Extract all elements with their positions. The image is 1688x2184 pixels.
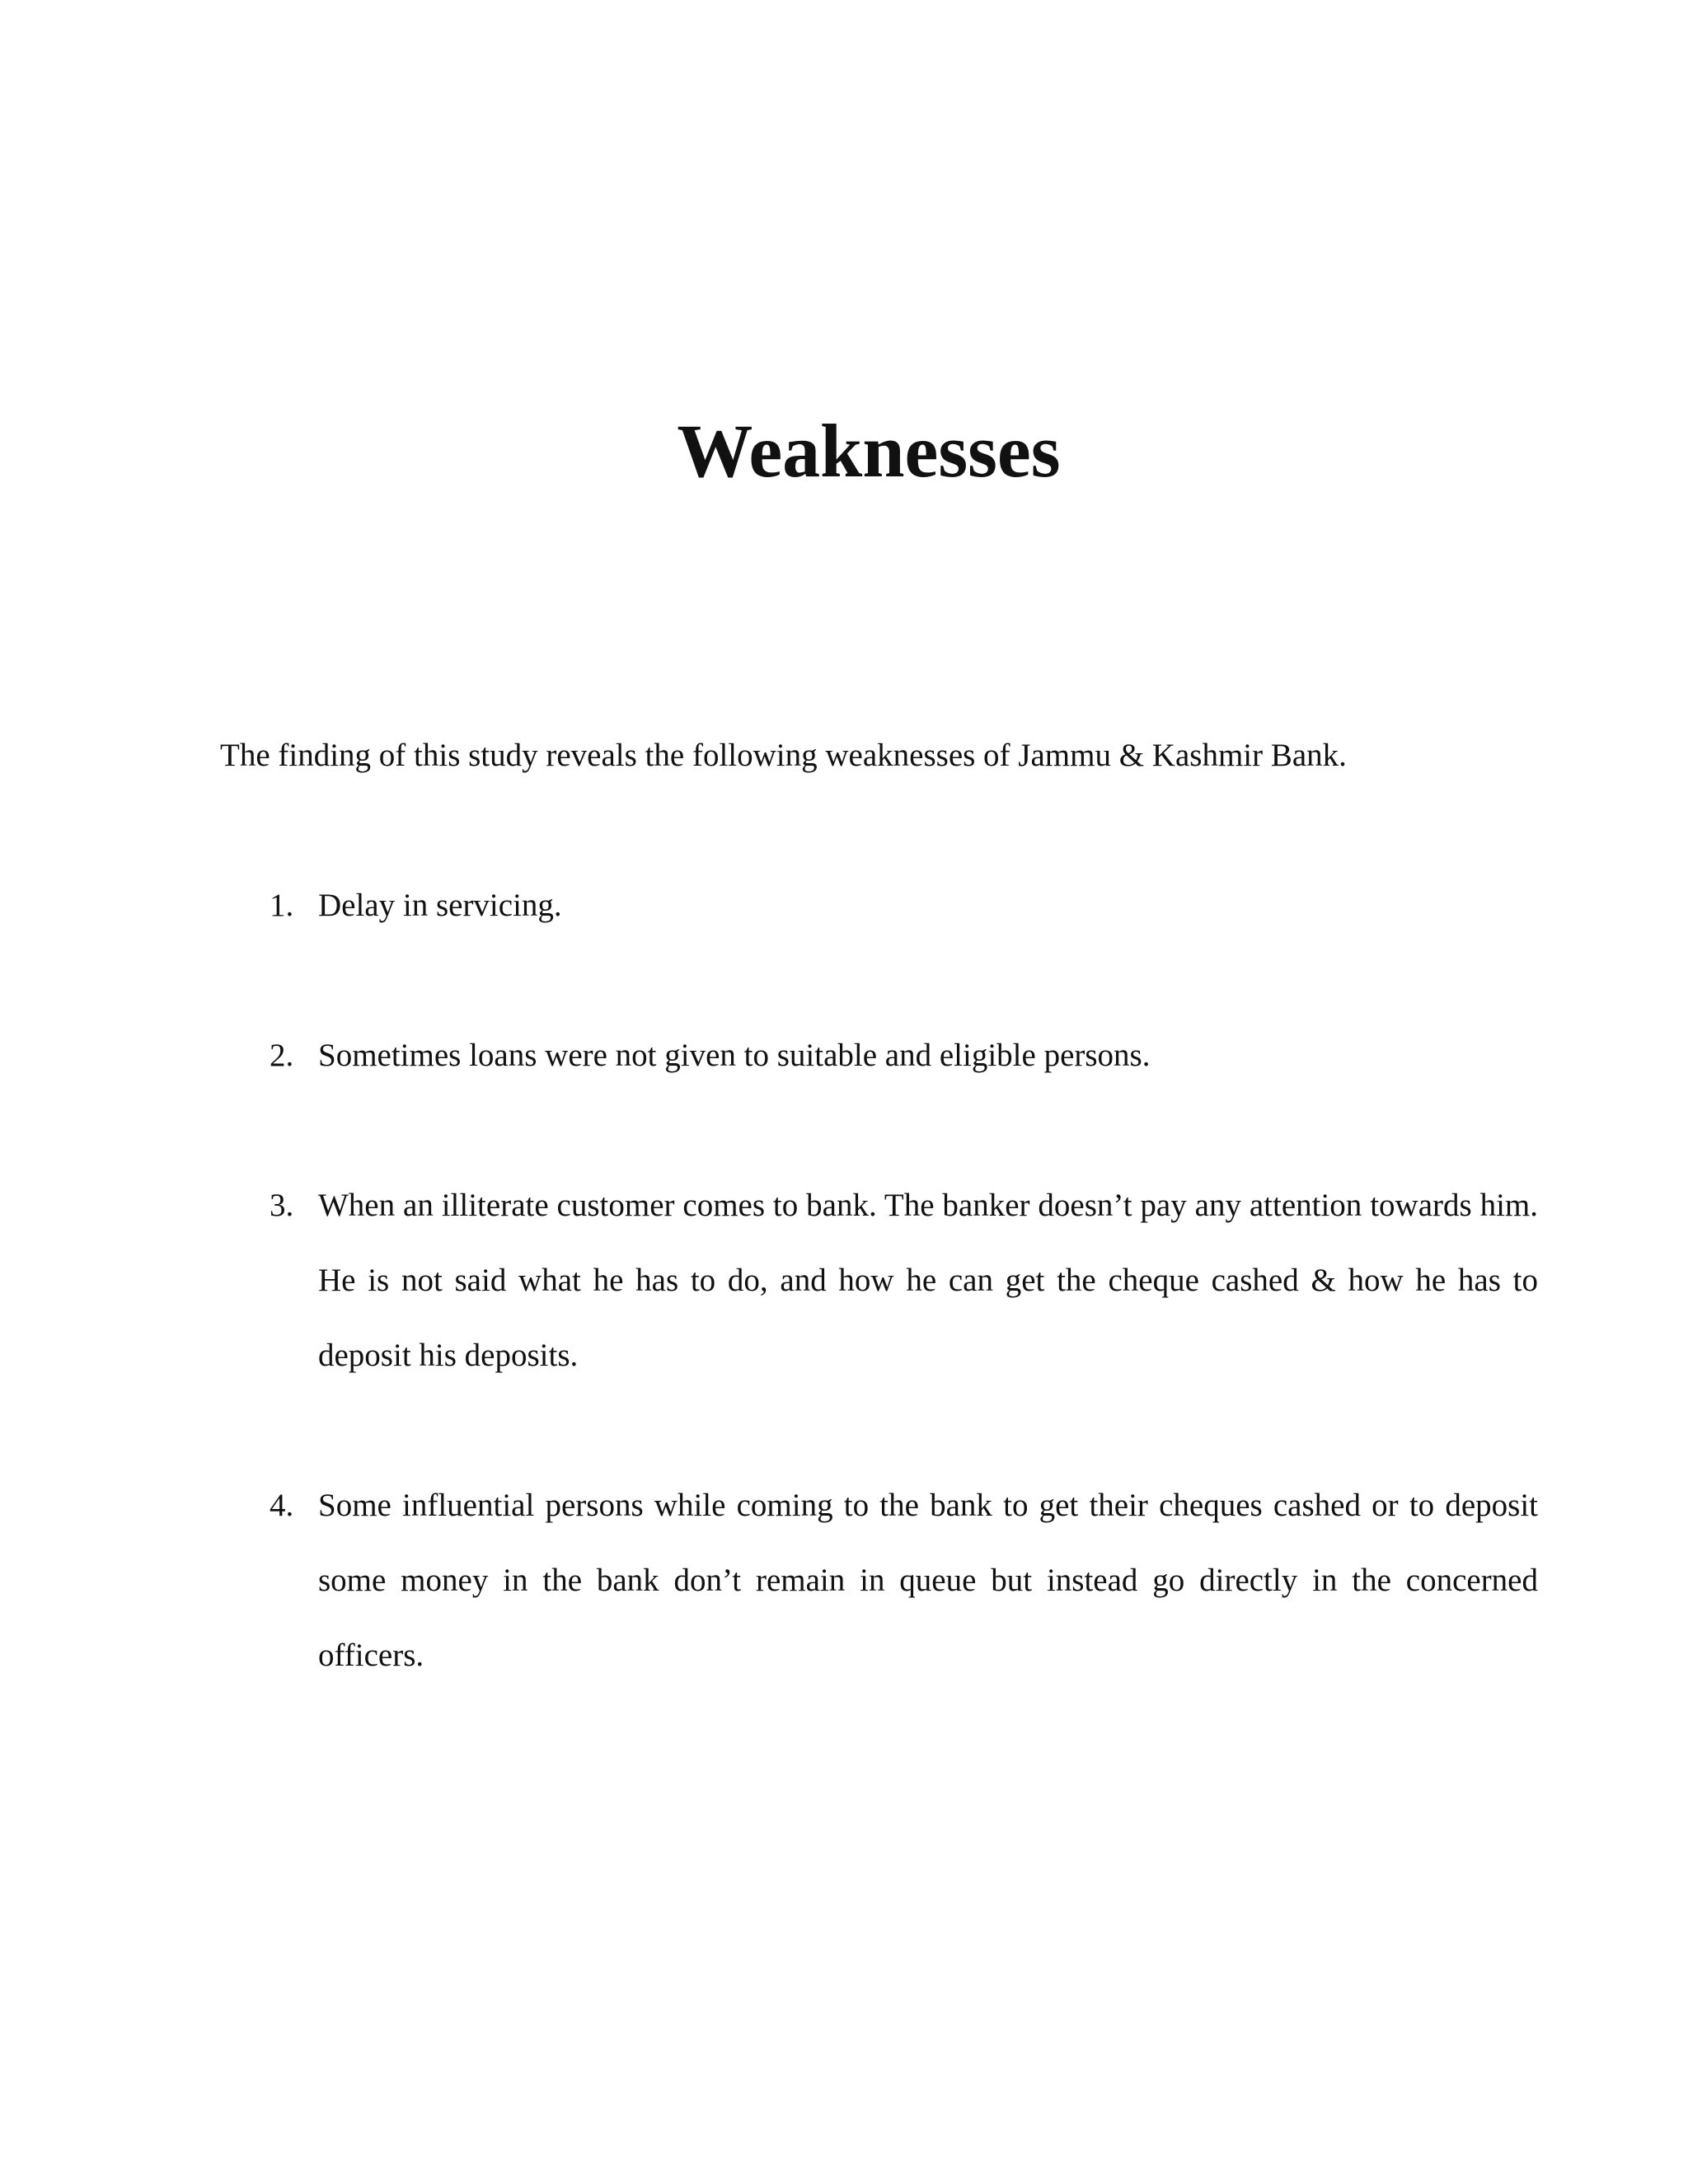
list-item-text: Some influential persons while coming to the bank to get their cheques cashed or to deposit some money in the bank don’t remain in queue but instead go directly in the concerned officers.	[318, 1488, 1538, 1673]
list-item-number: 4.	[270, 1488, 294, 1523]
page-title: Weaknesses	[677, 409, 1061, 493]
list-item-number: 1.	[270, 888, 294, 923]
list-item-text: Sometimes loans were not given to suitable and eligible persons.	[318, 1038, 1151, 1073]
list-item-text: When an illiterate customer comes to bank. The banker doesn’t pay any attention towards him. He is not said what he has to do, and how he can get the cheque cashed & how he has to deposit his deposits.	[318, 1188, 1538, 1373]
list-item-number: 3.	[270, 1188, 294, 1223]
intro-paragraph: The finding of this study reveals the following weaknesses of Jammu & Kashmir Bank.	[220, 738, 1347, 773]
list-item-number: 2.	[270, 1038, 294, 1073]
list-item-text: Delay in servicing.	[318, 888, 562, 923]
